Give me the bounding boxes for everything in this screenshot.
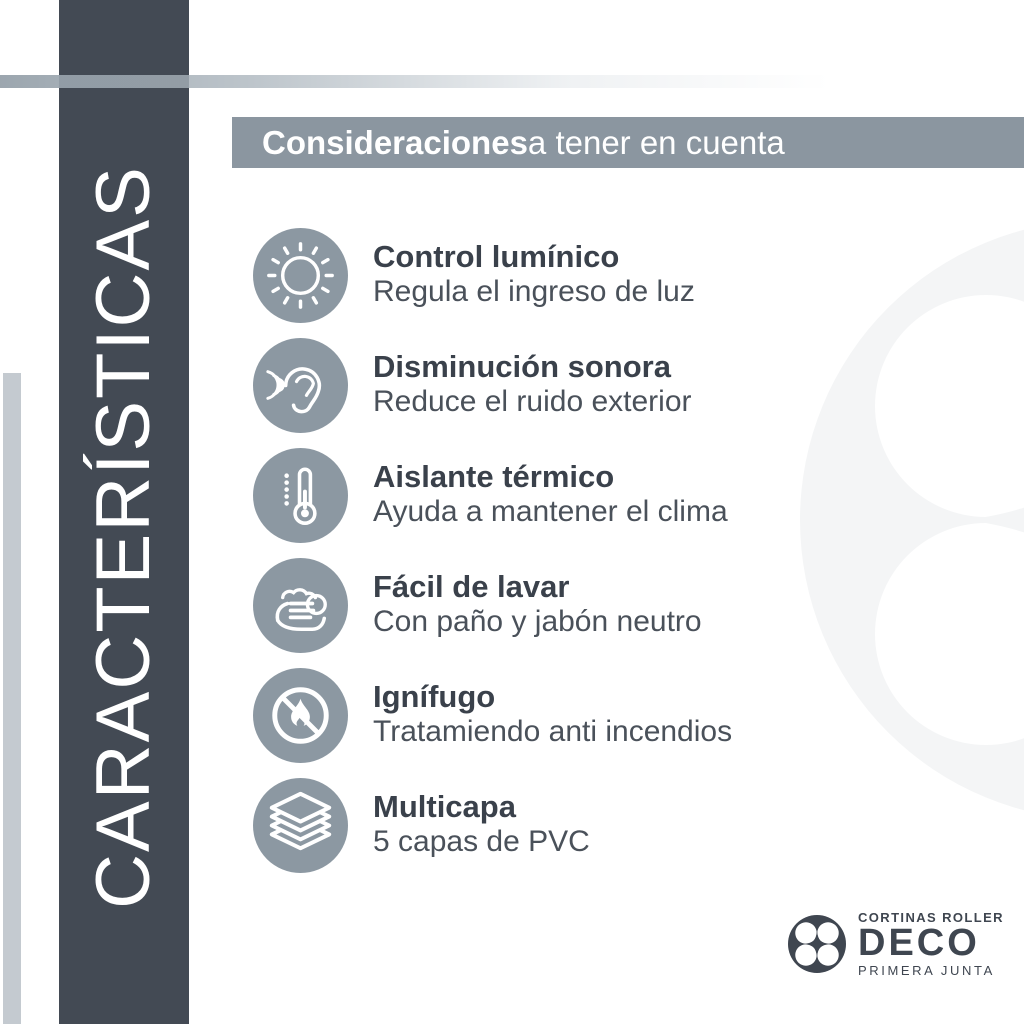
feature-subtitle: Regula el ingreso de luz	[373, 275, 695, 309]
feature-subtitle: Tratamiendo anti incendios	[373, 715, 733, 749]
top-gradient-band	[0, 75, 830, 88]
feature-list	[253, 220, 732, 880]
feature-text	[373, 240, 695, 309]
feature-row-aislante-termico	[253, 440, 732, 550]
feature-row-control-luminico	[253, 220, 732, 330]
feature-text	[373, 790, 590, 859]
feature-title: Control lumínico	[373, 239, 620, 275]
left-accent-bar	[3, 373, 21, 1024]
feature-title: Multicapa	[373, 789, 516, 825]
section-header	[232, 117, 1024, 168]
feature-title: Aislante térmico	[373, 459, 615, 495]
feature-row-facil-de-lavar	[253, 550, 732, 660]
feature-text	[373, 350, 692, 419]
feature-text	[373, 680, 732, 749]
feature-row-ignifugo	[253, 660, 732, 770]
feature-row-disminucion-sonora	[253, 330, 732, 440]
feature-subtitle: Con paño y jabón neutro	[373, 605, 702, 639]
feature-title: Ignífugo	[373, 679, 496, 715]
feature-title: Disminución sonora	[373, 349, 671, 385]
feature-subtitle: Ayuda a mantener el clima	[373, 495, 728, 529]
brand-tagline-top: CORTINAS ROLLER	[858, 910, 1004, 925]
section-header-rest: a tener en cuenta	[527, 123, 785, 161]
brand-flower-icon	[788, 915, 846, 973]
page-title-vertical: CARACTERÍSTICAS	[81, 165, 166, 909]
section-header-bold: Consideraciones	[262, 123, 528, 161]
feature-text	[373, 570, 702, 639]
feature-subtitle: Reduce el ruido exterior	[373, 385, 692, 419]
feature-text	[373, 460, 728, 529]
brand-name: DECO	[858, 922, 980, 964]
ear-icon	[253, 338, 348, 433]
feature-title: Fácil de lavar	[373, 569, 570, 605]
brand-logo-text	[858, 910, 1004, 978]
feature-subtitle: 5 capas de PVC	[373, 825, 590, 859]
layers-icon	[253, 778, 348, 873]
sun-icon	[253, 228, 348, 323]
no-fire-icon	[253, 668, 348, 763]
thermometer-icon	[253, 448, 348, 543]
hand-wash-icon	[253, 558, 348, 653]
brand-logo	[788, 910, 1004, 978]
brand-flower-watermark	[800, 220, 1024, 820]
brand-tagline-bottom: PRIMERA JUNTA	[858, 963, 995, 979]
feature-row-multicapa	[253, 770, 732, 880]
